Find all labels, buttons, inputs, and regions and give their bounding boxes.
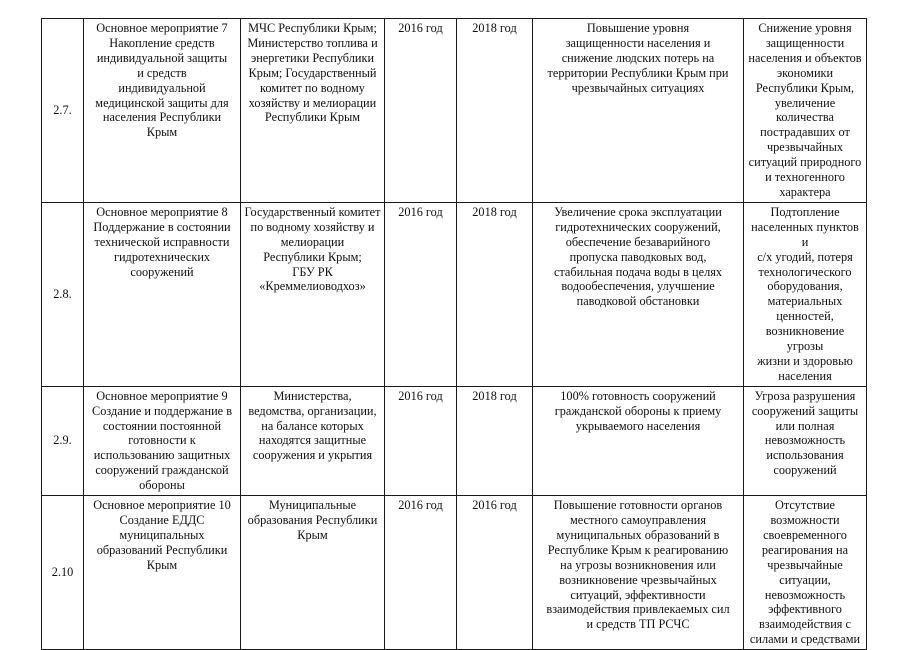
expected-result-cell: Повышение готовности органов местного самоуправления муниципальных образований в Республике Крым к реагированию на угрозы возникновения или возникновение чрезвычайных ситуаций, эффективности взаимодействия привлекаемых сил и средств ТП РСЧС xyxy=(533,496,744,650)
expected-result-cell: Увеличение срока эксплуатации гидротехнических сооружений, обеспечение безаварийного пропуска паводковых вод, стабильная подача воды в целях водообеспечения, улучшение паводковой обстановки xyxy=(533,202,744,386)
end-year-cell: 2016 год xyxy=(457,496,533,650)
measure-cell: Основное мероприятие 9 Создание и поддержание в состоянии постоянной готовности к использованию защитных сооружений гражданской обороны xyxy=(84,386,241,495)
start-year-cell: 2016 год xyxy=(385,202,457,386)
table-row xyxy=(42,386,867,495)
executor-cell: МЧС Республики Крым; Министерство топлива и энергетики Республики Крым; Государственный комитет по водному хозяйству и мелиорации Республики Крым xyxy=(241,19,385,203)
table-row xyxy=(42,202,867,386)
executor-cell: Муниципальные образования Республики Крым xyxy=(241,496,385,650)
end-year-cell: 2018 год xyxy=(457,386,533,495)
measure-cell: Основное мероприятие 7 Накопление средств индивидуальной защиты и средств индивидуальной медицинской защиты для населения Республики Крым xyxy=(84,19,241,203)
start-year-cell: 2016 год xyxy=(385,19,457,203)
table-row xyxy=(42,19,867,203)
end-year-cell: 2018 год xyxy=(457,202,533,386)
row-number-cell: 2.10 xyxy=(42,496,84,650)
consequence-cell: Подтопление населенных пунктов и с/х угодий, потеря технологического оборудования, материальных ценностей, возникновение угрозы жизни и здоровью населения xyxy=(744,202,867,386)
expected-result-cell: Повышение уровня защищенности населения и снижение людских потерь на территории Республики Крым при чрезвычайных ситуациях xyxy=(533,19,744,203)
row-number-cell: 2.7. xyxy=(42,19,84,203)
expected-result-cell: 100% готовность сооружений гражданской обороны к приему укрываемого населения xyxy=(533,386,744,495)
start-year-cell: 2016 год xyxy=(385,386,457,495)
consequence-cell: Снижение уровня защищенности населения и объектов экономики Республики Крым, увеличение количества пострадавших от чрезвычайных ситуаций природного и техногенного характера xyxy=(744,19,867,203)
measure-cell: Основное мероприятие 8 Поддержание в состоянии технической исправности гидротехнических сооружений xyxy=(84,202,241,386)
executor-cell: Министерства, ведомства, организации, на балансе которых находятся защитные сооружения и укрытия xyxy=(241,386,385,495)
table-row xyxy=(42,496,867,650)
row-number-cell: 2.8. xyxy=(42,202,84,386)
measures-table xyxy=(41,18,867,650)
executor-cell: Государственный комитет по водному хозяйству и мелиорации Республики Крым; ГБУ РК «Креммелиоводхоз» xyxy=(241,202,385,386)
row-number-cell: 2.9. xyxy=(42,386,84,495)
measure-cell: Основное мероприятие 10 Создание ЕДДС муниципальных образований Республики Крым xyxy=(84,496,241,650)
consequence-cell: Отсутствие возможности своевременного реагирования на чрезвычайные ситуации, невозможность эффективного взаимодействия с силами и средствами xyxy=(744,496,867,650)
consequence-cell: Угроза разрушения сооружений защиты или полная невозможность использования сооружений xyxy=(744,386,867,495)
end-year-cell: 2018 год xyxy=(457,19,533,203)
start-year-cell: 2016 год xyxy=(385,496,457,650)
